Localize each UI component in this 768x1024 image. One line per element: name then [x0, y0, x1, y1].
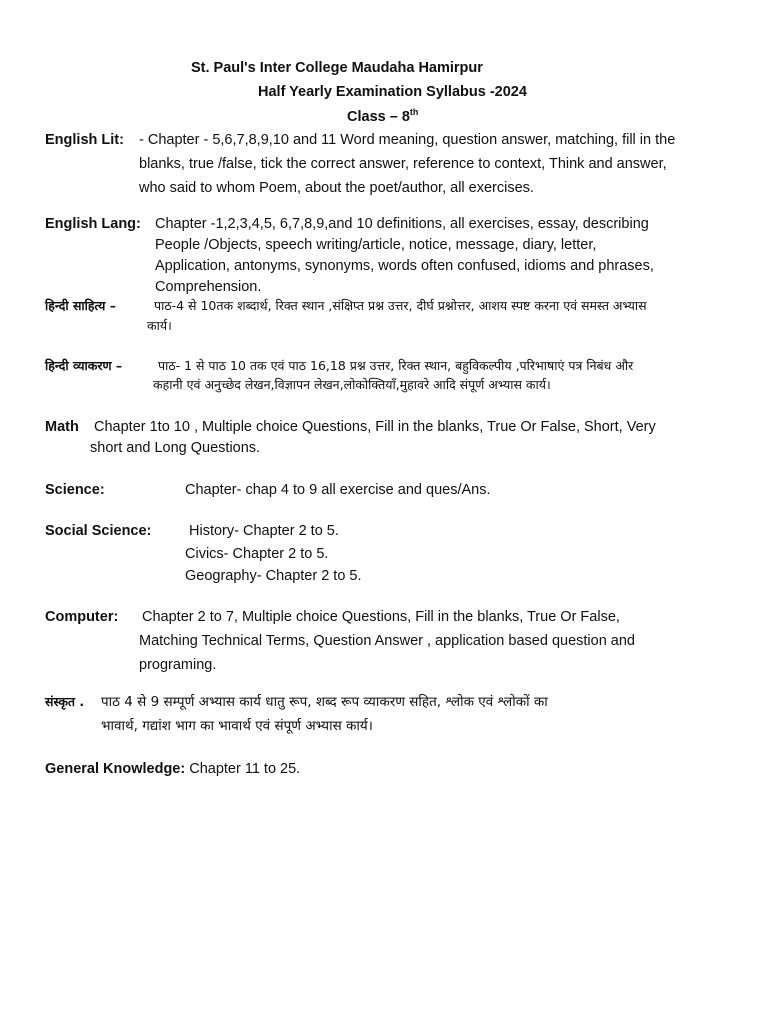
english-lang-line: People /Objects, speech writing/article, notice, message, diary, letter, [155, 237, 597, 253]
computer-line: programing. [139, 657, 217, 673]
general-knowledge-label: General Knowledge: [45, 761, 186, 777]
social-science-line: Geography- Chapter 2 to 5. [185, 568, 362, 584]
sanskrit-line: भावार्थ, गद्यांश भाग का भावार्थ एवं संपूर्ण अभ्यास कार्य। [101, 718, 373, 734]
hindi-sahitya-line: कार्य। [147, 318, 172, 333]
science-line: Chapter- chap 4 to 9 all exercise and ques/Ans. [185, 482, 491, 498]
exam-title: Half Yearly Examination Syllabus -2024 [258, 84, 527, 100]
english-lang-line: Chapter -1,2,3,4,5, 6,7,8,9,and 10 definitions, all exercises, essay, describing [155, 216, 649, 232]
sanskrit-line: पाठ 4 से 9 सम्पूर्ण अभ्यास कार्य धातु रूप, शब्द रूप व्याकरण सहित, श्लोक एवं श्लोकों का [101, 694, 548, 710]
social-science-line: Civics- Chapter 2 to 5. [185, 546, 329, 562]
english-lang-line: Comprehension. [155, 279, 262, 295]
hindi-sahitya-line: पाठ-4 से 10तक शब्दार्थ, रिक्त स्थान ,संक्षिप्त प्रश्न उत्तर, दीर्घ प्रश्नोत्तर, आशय स्पष्ट करना एवं समस्त अभ्यास [154, 298, 647, 313]
hindi-vyakaran-label: हिन्दी व्याकरण – [45, 358, 123, 373]
math-line: short and Long Questions. [90, 440, 261, 456]
social-science-line: History- Chapter 2 to 5. [189, 523, 339, 539]
english-lang-label: English Lang: [45, 216, 141, 232]
hindi-sahitya-label: हिन्दी साहित्य – [45, 298, 117, 313]
science-label: Science: [45, 482, 105, 498]
math-line: Chapter 1to 10 , Multiple choice Questions, Fill in the blanks, True Or False, Short, Very [94, 419, 656, 435]
school-name: St. Paul's Inter College Maudaha Hamirpur [191, 60, 483, 76]
social-science-label: Social Science: [45, 523, 152, 539]
computer-line: Matching Technical Terms, Question Answer , application based question and [139, 633, 635, 649]
general-knowledge-text: Chapter 11 to 25. [189, 761, 301, 777]
class-prefix: Class – 8 [347, 108, 410, 125]
math-label: Math [45, 419, 79, 435]
english-lit-line: - Chapter - 5,6,7,8,9,10 and 11 Word meaning, question answer, matching, fill in the [139, 132, 676, 148]
computer-label: Computer: [45, 609, 119, 625]
english-lit-line: who said to whom Poem, about the poet/author, all exercises. [139, 180, 534, 196]
english-lit-label: English Lit: [45, 132, 124, 148]
computer-line: Chapter 2 to 7, Multiple choice Questions, Fill in the blanks, True Or False, [142, 609, 620, 625]
general-knowledge-row [45, 759, 300, 779]
class-title [347, 107, 418, 125]
english-lit-line: blanks, true /false, tick the correct answer, reference to context, Think and answer, [139, 156, 667, 172]
hindi-vyakaran-line: कहानी एवं अनुच्छेद लेखन,विज्ञापन लेखन,लोकोक्तियाँ,मुहावरे आदि संपूर्ण अभ्यास कार्य। [153, 377, 551, 392]
english-lang-line: Application, antonyms, synonyms, words often confused, idioms and phrases, [155, 258, 654, 274]
sanskrit-label: संस्कृत . [45, 694, 85, 709]
class-suffix: th [409, 107, 419, 117]
hindi-vyakaran-line: पाठ- 1 से पाठ 10 तक एवं पाठ 16,18 प्रश्न उत्तर, रिक्त स्थान, बहुविकल्पीय ,परिभाषाएं पत्र निबंध और [158, 358, 634, 373]
